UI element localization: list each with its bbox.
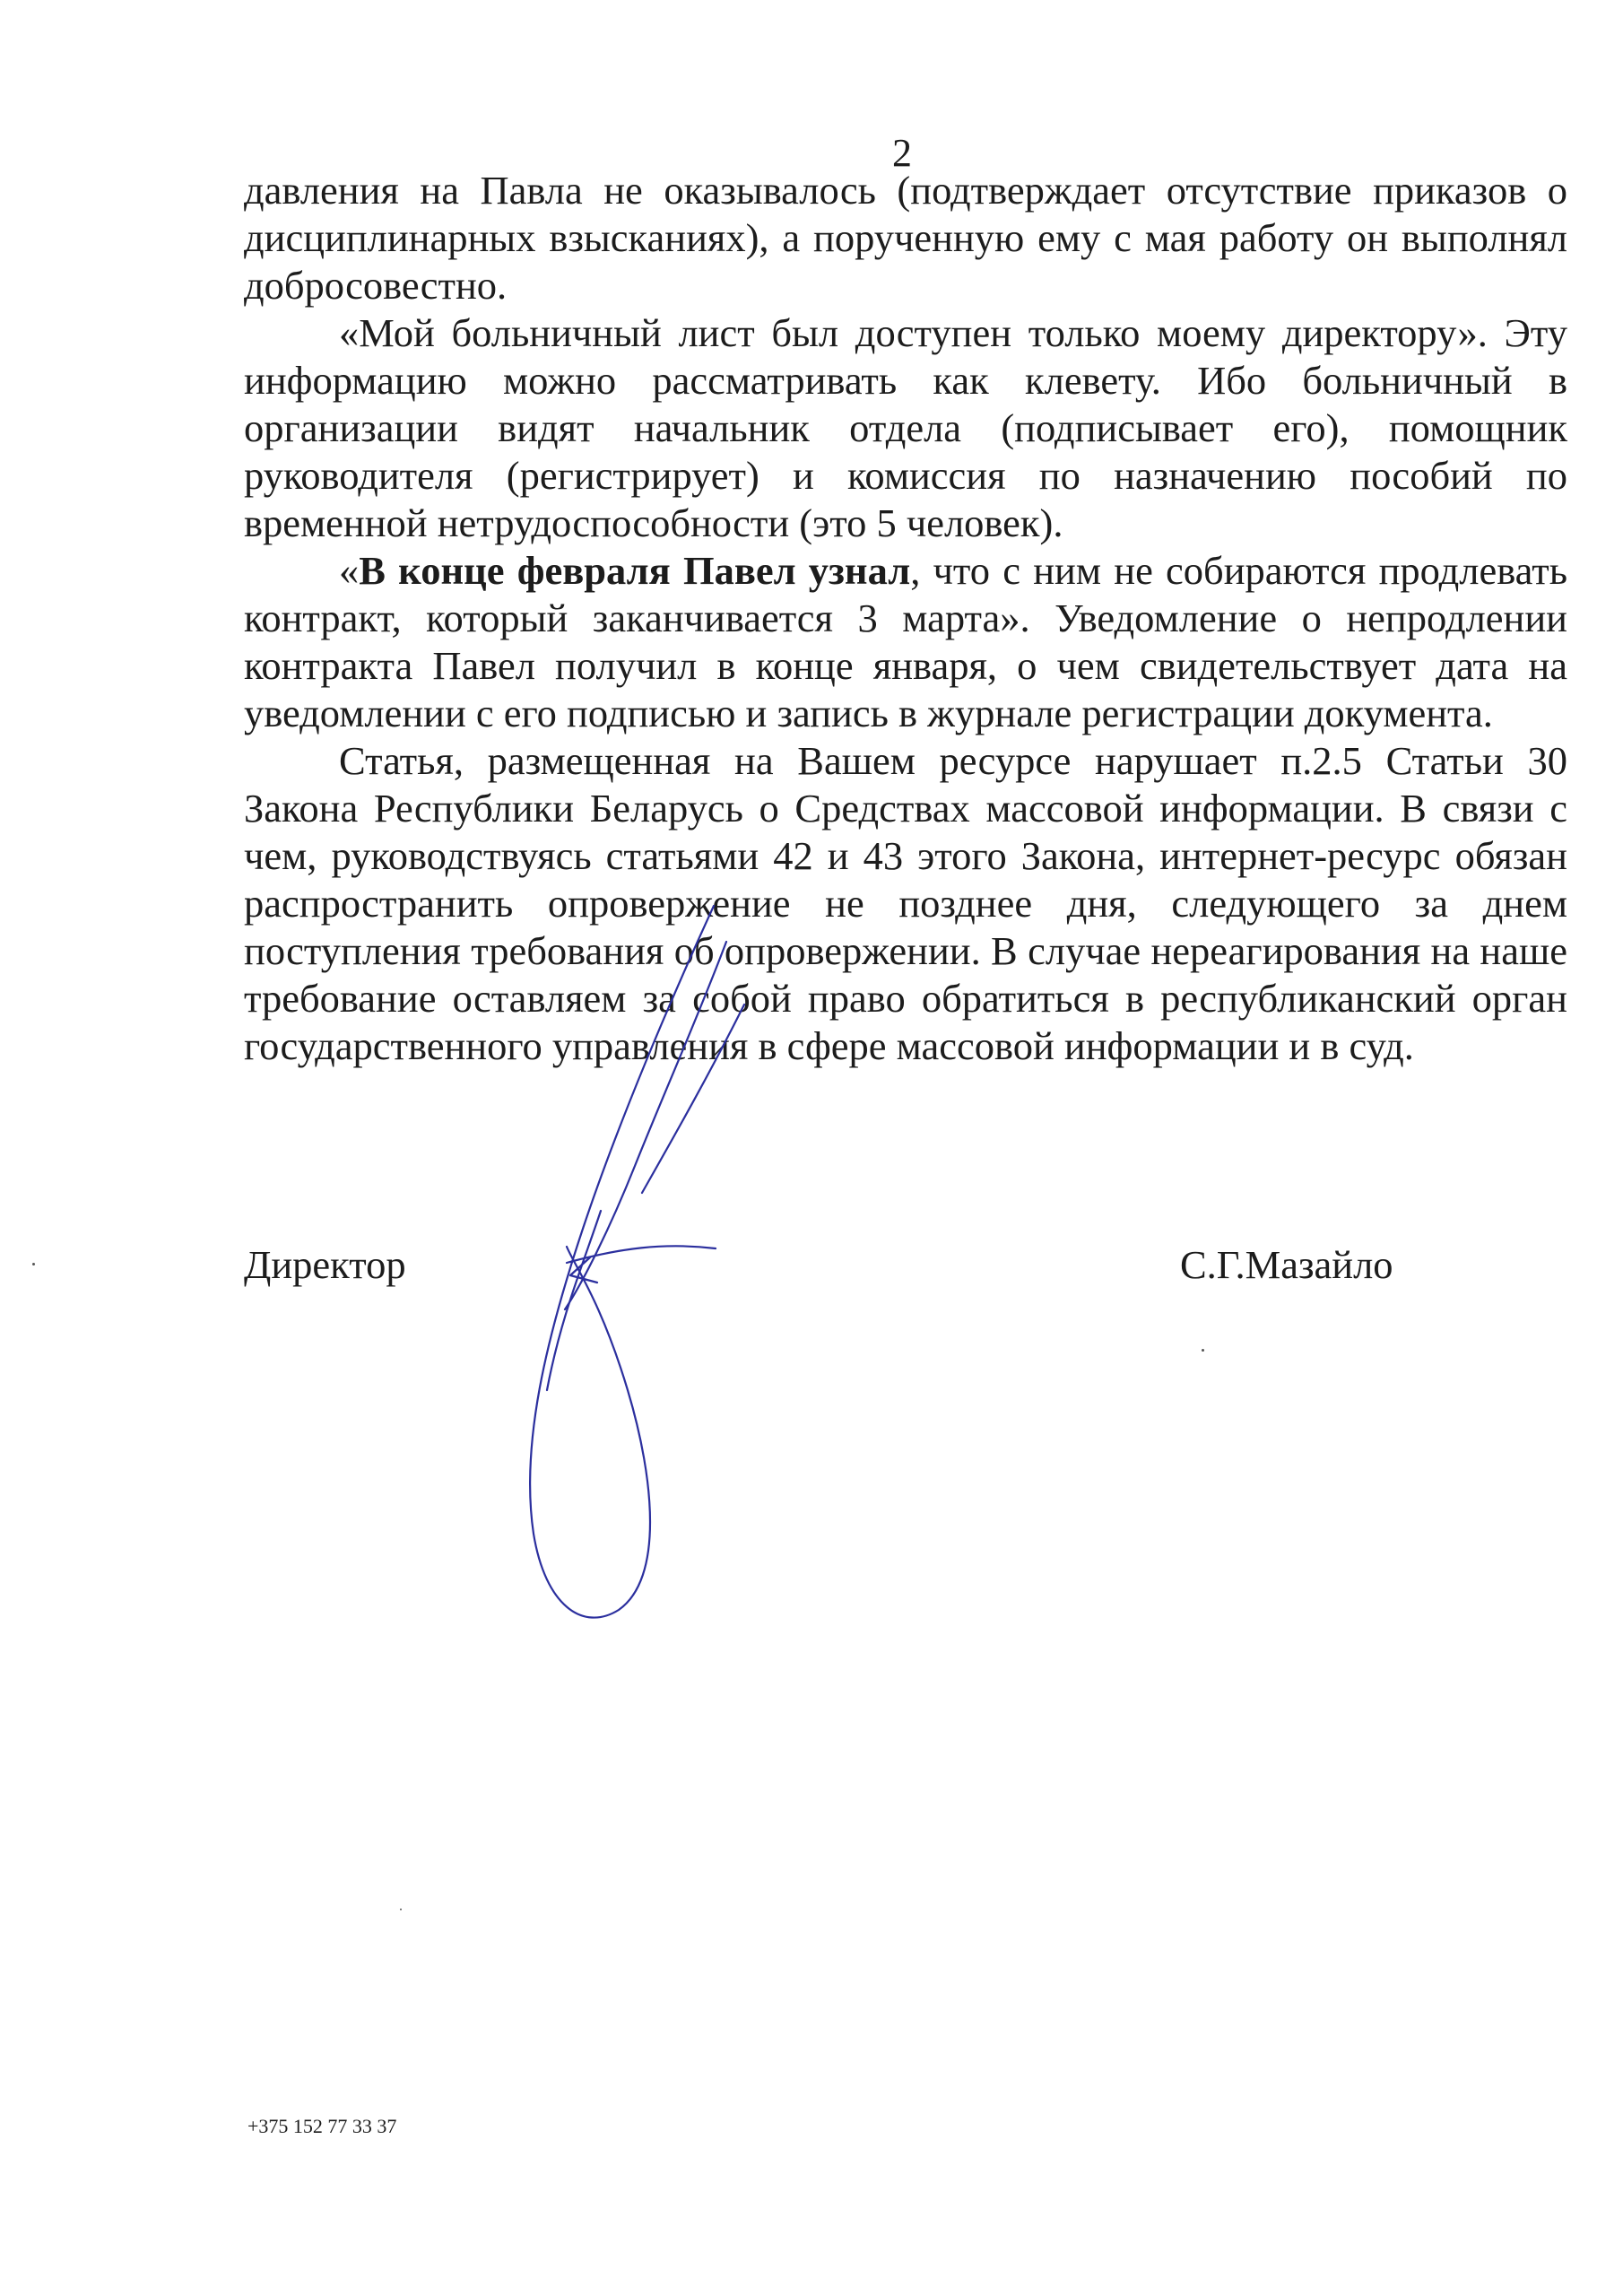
scan-speck	[400, 1909, 402, 1910]
paragraph-4: Статья, размещенная на Вашем ресурсе нарушает п.2.5 Статьи 30 Закона Республики Беларусь о Средствах массовой информации. В связи с чем, руководствуясь статьями 42 и 43 этого Закона, интернет-ресурс обязан распространить опровержение не позднее дня, следующего за днем поступления требования об опровержении. В случае нереагирования на наше требование оставляем за собой право обратиться в республиканский орган государственного управления в сфере массовой информации и в суд.	[244, 738, 1567, 1068]
paragraph-3	[244, 547, 1567, 737]
quote-open: «	[339, 548, 360, 593]
letter-body	[244, 167, 1567, 1070]
paragraph-1: давления на Павла не оказывалось (подтверждает отсутствие приказов о дисциплинарных взысканиях), а порученную ему с мая работу он выполнял добросовестно.	[244, 168, 1567, 308]
phone-number: +375 152 77 33 37	[247, 2115, 397, 2137]
paragraph-2: «Мой больничный лист был доступен только моему директору». Эту информацию можно рассматривать как клевету. Ибо больничный в организации видят начальник отдела (подписывает его), помощник руководителя (регистрирует) и комиссия по назначению пособий по временной нетрудоспособности (это 5 человек).	[244, 310, 1567, 545]
bold-quote-text: В конце февраля Павел узнал	[359, 548, 911, 593]
signatory-name: С.Г.Мазайло	[1180, 1242, 1393, 1287]
page-number: 2	[892, 131, 912, 175]
scan-speck	[1202, 1349, 1204, 1352]
scan-speck	[32, 1263, 35, 1265]
signatory-role: Директор	[244, 1242, 406, 1287]
paragraph-3-rest: , что с ним не собираются продлевать контракт, который заканчивается 3 марта». Уведомление о непродлении контракта Павел получил в конце января, о чем свидетельствует дата на уведомлении с его подписью и запись в журнале регистрации документа.	[244, 548, 1568, 735]
